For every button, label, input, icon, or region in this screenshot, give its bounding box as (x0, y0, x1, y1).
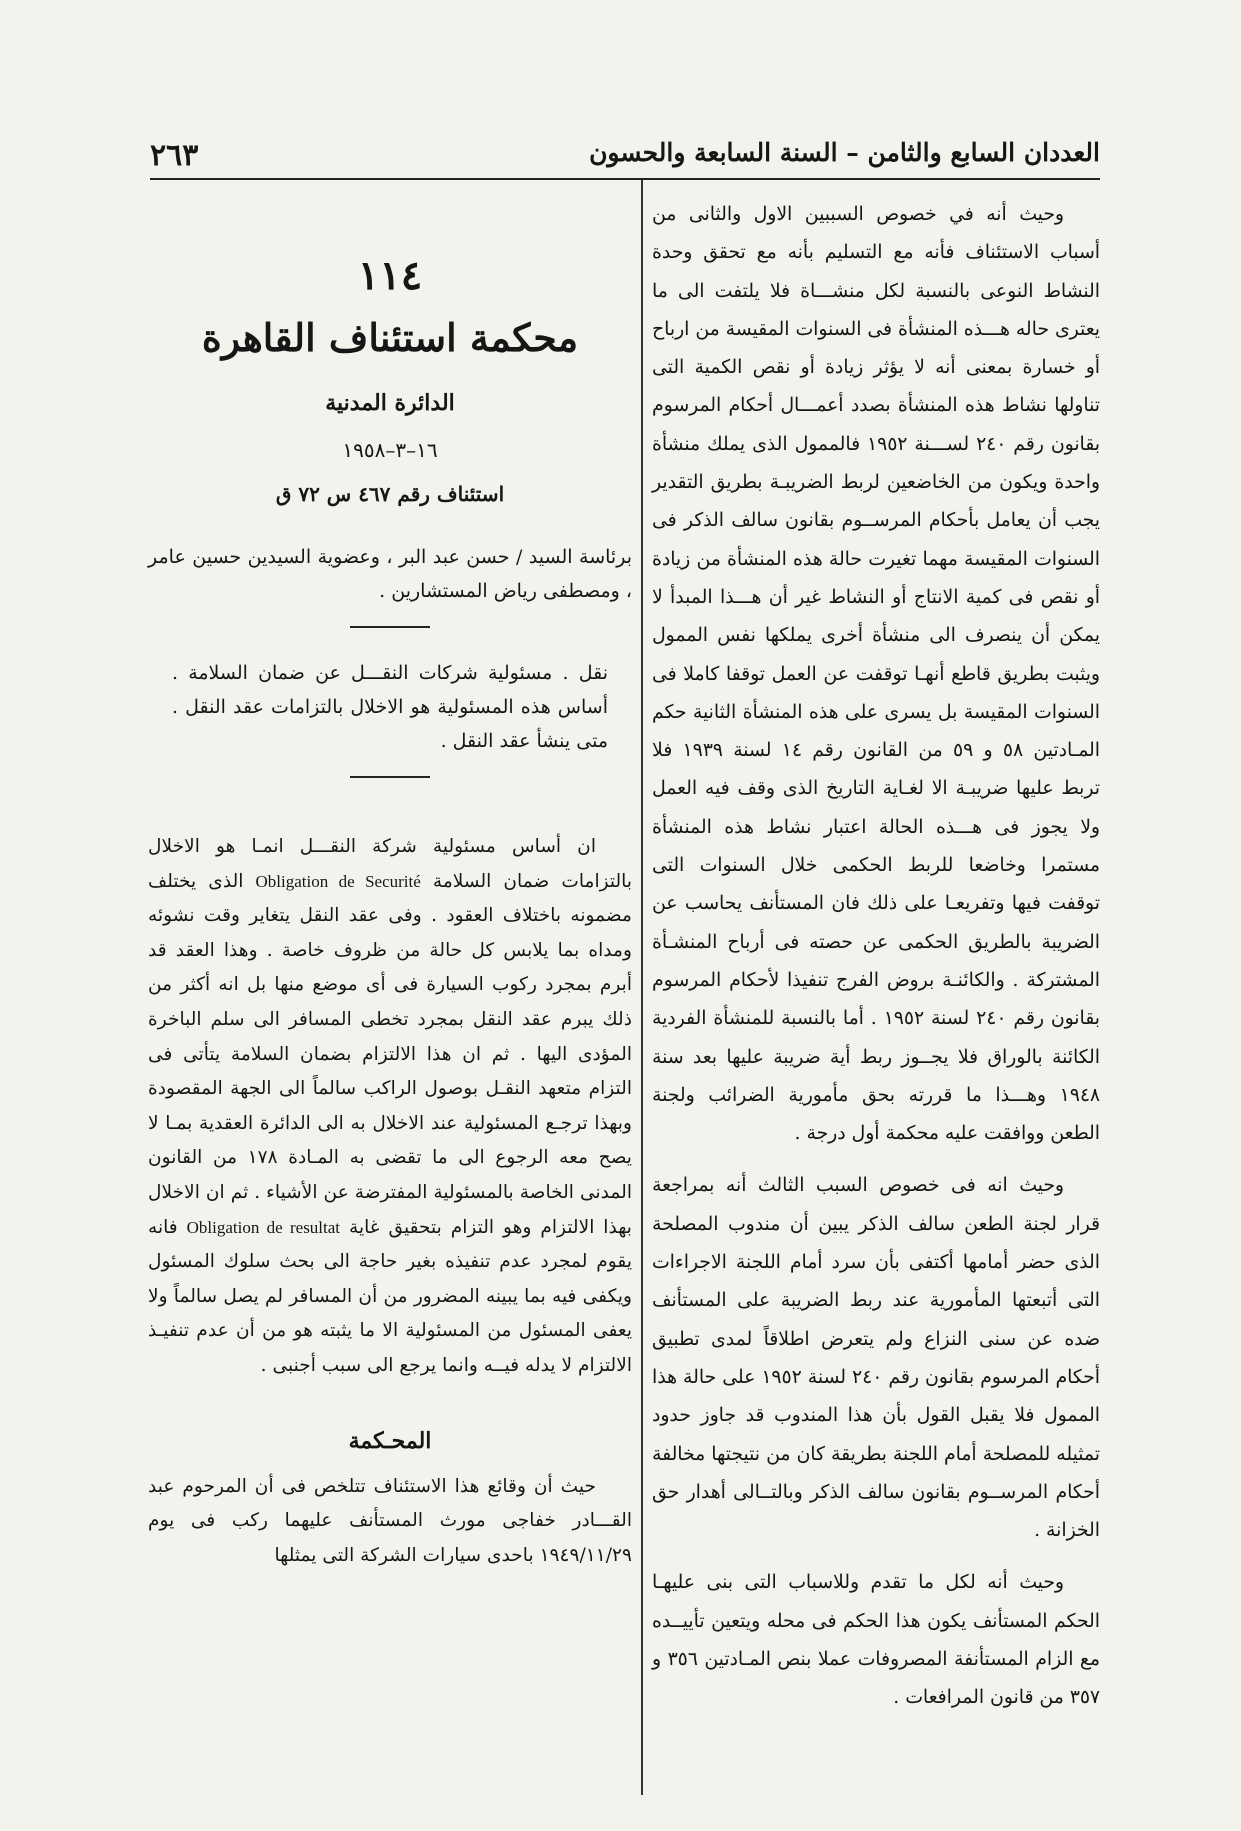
headnote: نقل . مسئولية شركات النقـــل عن ضمان السلامة . أساس هذه المسئولية هو الاخلال بالتزامات عقد النقل . متى ينشأ عقد النقل . (172, 662, 608, 752)
circuit-name: الدائرة المدنية (325, 390, 455, 416)
latin-term: Obligation de resultat (186, 1217, 341, 1237)
legal-summary (148, 830, 632, 1384)
summary-text: فانه يقوم لمجرد عدم تنفيذه بغير حاجة الى بحث سلوك المسئول ويكفى فيه بما يبينه المضرور من أن المسافر لم يصل سالماً ولا يعفى المسئول من المسئولية الا ما يثبته هو من أن عدم تنفيـذ الالتزام لا يدله فيــه وانما يرجع الى سبب أجنبى . (148, 1216, 632, 1376)
court-name: محكمة استئناف القاهرة (201, 315, 579, 360)
summary-text: ان أساس مسئولية شركة النقـــل انمـا هو الاخلال بالتزامات ضمان السلامة (148, 836, 632, 892)
column-divider (641, 180, 643, 1795)
ruling-body (148, 1470, 632, 1574)
header-rule (150, 178, 1100, 180)
section-divider (350, 626, 430, 628)
paragraph: حيث أن وقائع هذا الاستئناف تتلخص فى أن المرحوم عبد القـــادر خفاجى مورث المستأنف عليهما ركب فى يوم ١٩٤٩/١١/٢٩ باحدى سيارات الشركة التى يمثلها (148, 1475, 632, 1566)
case-number: ١١٤ (357, 252, 423, 299)
page-number: ٢٦٣ (150, 138, 199, 173)
ruling-date: ١٦–٣–١٩٥٨ (342, 438, 438, 462)
latin-term: Obligation de Securité (255, 871, 421, 891)
appeal-number: استئناف رقم ٤٦٧ س ٧٢ ق (275, 482, 505, 506)
paragraph: وحيث أنه في خصوص السببين الاول والثانى من أسباب الاستئناف فأنه مع التسليم بأنه مع تحقق وحدة النشاط النوعى بالنسبة لكل منشـــاة فلا يلتفت الى ما يعترى حاله هـــذه المنشأة فى السنوات المقيسة من ارباح أو خسارة بمعنى أنه لا يؤثر زيادة أو نقص الكمية التى تناولها نشاط هذه المنشأة بصدد أعمـــال أحكام المرسوم بقانون رقم ٢٤٠ لســـنة ١٩٥٢ فالممول الذى يملك منشأة واحدة ويكون من الخاضعين لربط الضريبـة بطريق التقدير يجب أن يعامل بأحكام المرســوم بقانون سالف الذكر فى السنوات المقيسة مهما تغيرت حالة هذه المنشأة من زيادة أو نقص فى كمية الانتاج أو النشاط غير أن هـــذا المبدأ لا يمكن أن ينصرف الى منشأة أخرى يملكها نفس الممول ويثبت بطريق قاطع أنهـا توقفت عن العمل توقفا كاملا فى السنوات المقيسة بل يسرى على هذه المنشأة الثانية حكم المـادتين ٥٨ و ٥٩ من القانون رقم ١٤ لسنة ١٩٣٩ فلا تربط عليها ضريبـة الا لغـاية التاريخ الذى وقف فيه العمل ولا يجوز فى هـــذه الحالة اعتبار نشاط هذه المنشأة مستمرا وخاضعا للربط الحكمى خلال السنوات التى توقفت فيها وتفريعـا على ذلك فان المستأنف يحاسب عن الضريبة بالطريق الحكمى عن حصته فى أرباح المنشـأة المشتركة . والكائنـة بروض الفرج تنفيذا لأحكام المرسوم بقانون رقم ٢٤٠ لسنة ١٩٥٢ . أما بالنسبة للمنشأة الفردية الكائنة بالوراق فلا يجــوز ربط أية ضريبة عليها بعد سنة ١٩٤٨ وهـــذا ما قررته بحق مأمورية الضرائب ولجنة الطعن ووافقت عليه محكمة أول درجة . (652, 204, 1100, 1145)
ruling-title: المحـكمة (348, 1427, 432, 1454)
header-title: العددان السابع والثامن – السنة السابعة والحسون (589, 138, 1100, 167)
paragraph: وحيث انه فى خصوص السبب الثالث أنه بمراجعة قرار لجنة الطعن سالف الذكر يبين أن مندوب المصلحة الذى حضر أمامها أكتفى بأن سرد أمام اللجنة الاجراءات التى أتبعتها المأمورية عند ربط الضريبة على المستأنف ضده عن سنى النزاع ولم يتعرض اطلاقاً لمدى تطبيق أحكام المرسوم بقانون رقم ٢٤٠ لسنة ١٩٥٢ على حالة هذا الممول فلا يقبل القول بأن هذا المندوب قد جاوز حدود تمثيله للمصلحة أمام اللجنة بطريقة كان من نتيجتها مخالفة أحكام المرســوم بقانون سالف الذكر وبالتــالى أهدار حق الخزانة . (652, 1175, 1101, 1542)
panel-composition: برئاسة السيد / حسن عبد البر ، وعضوية السيدين حسين عامر ، ومصطفى رياض المستشارين . (148, 546, 632, 602)
right-column (652, 196, 1100, 1718)
paragraph: وحيث أنه لكل ما تقدم وللاسباب التى بنى عليهـا الحكم المستأنف يكون هذا الحكم فى محله ويتعين تأييــده مع الزام المستأنفة المصروفات عملا بنص المـادتين ٣٥٦ و ٣٥٧ من قانون المرافعات . (652, 1572, 1100, 1709)
section-divider (350, 776, 430, 778)
summary-text: الذى يختلف مضمونه باختلاف العقود . وفى عقد النقل يتغاير وقت نشوئه ومداه بما يلابس كل حالة من ظروف خاصة . وهذا العقد قد أبرم بمجرد ركوب السيارة فى أى موضع منها بل انه أكثر من ذلك يبرم عقد النقل بمجرد تخطى المسافر الى سلم الباخرة المؤدى اليها . ثم ان هذا الالتزام بضمان السلامة يتأتى فى التزام متعهد النقـل بوصول الراكب سالماً الى الجهة المقصودة وبهذا ترجـع المسئولية عند الاخلال به الى الدائرة العقدية بمـا لا يصح معه الرجوع الى ما تقضى به المـادة ١٧٨ من القانون المدنى الخاصة بالمسئولية المفترضة عن الأشياء . ثم ان الاخلال بهذا الالتزام وهو التزام بتحقيق غاية (148, 870, 632, 1238)
left-column (148, 250, 632, 1573)
